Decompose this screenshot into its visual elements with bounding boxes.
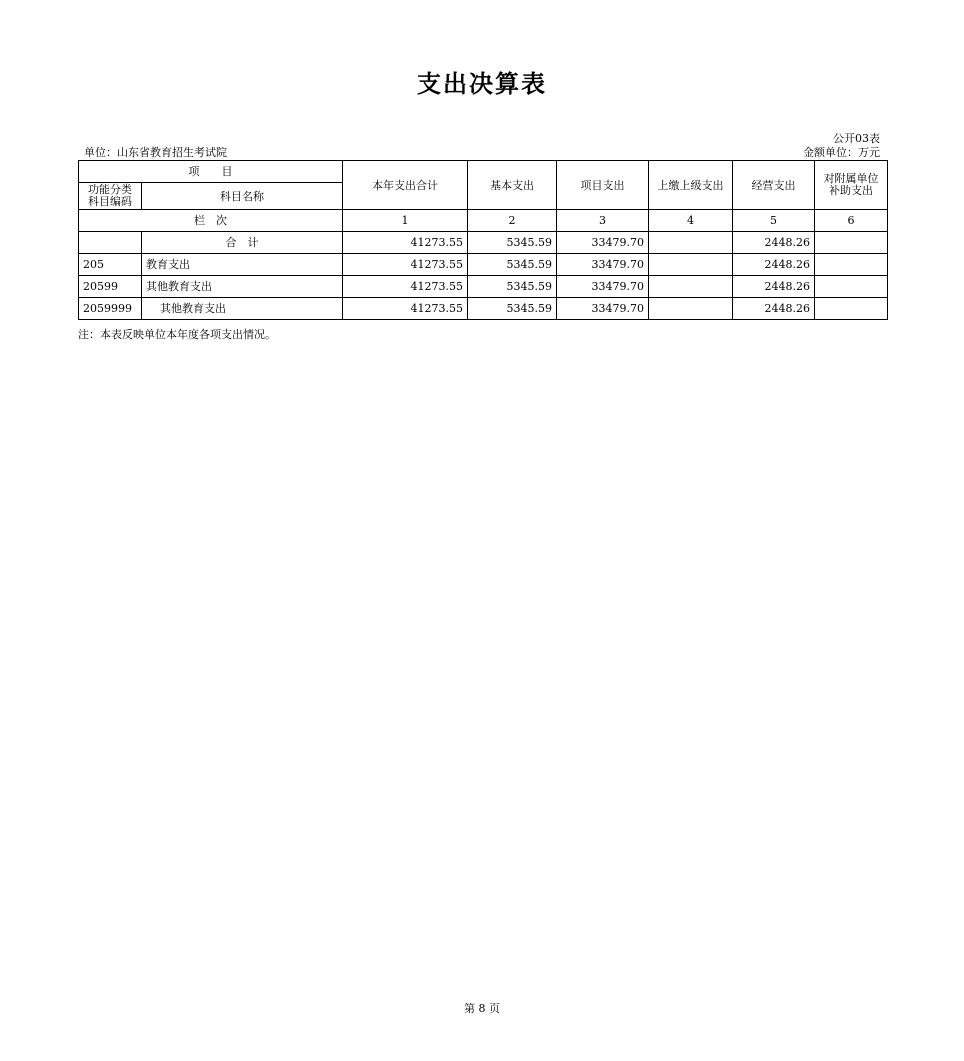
cell-total: 41273.55 (343, 276, 468, 298)
cell-subsidy (815, 298, 888, 320)
column-number-3: 3 (557, 210, 649, 232)
cell-code: 2059999 (79, 298, 142, 320)
header-project: 项目支出 (557, 161, 649, 210)
cell-total: 41273.55 (343, 298, 468, 320)
cell-project: 33479.70 (557, 276, 649, 298)
page-number: 第 8 页 (464, 1002, 500, 1015)
header-func-code: 功能分类科目编码 (79, 183, 142, 210)
column-number-2: 2 (468, 210, 557, 232)
cell-project: 33479.70 (557, 298, 649, 320)
cell-subsidy (815, 232, 888, 254)
unit-label: 单位：山东省教育招生考试院 (84, 146, 227, 159)
table-row (79, 232, 888, 254)
cell-basic: 5345.59 (468, 232, 557, 254)
cell-remit (649, 298, 733, 320)
header-item: 项 目 (79, 161, 343, 183)
page-title: 支出决算表 (417, 69, 547, 98)
table-note: 注：本表反映单位本年度各项支出情况。 (78, 328, 276, 341)
cell-code: 20599 (79, 276, 142, 298)
cell-operating: 2448.26 (733, 232, 815, 254)
cell-code: 205 (79, 254, 142, 276)
column-number-5: 5 (733, 210, 815, 232)
header-subsidy: 对附属单位补助支出 (815, 161, 888, 210)
cell-basic: 5345.59 (468, 254, 557, 276)
cell-total: 41273.55 (343, 232, 468, 254)
cell-name: 其他教育支出 (142, 276, 343, 298)
column-number-6: 6 (815, 210, 888, 232)
cell-project: 33479.70 (557, 254, 649, 276)
cell-remit (649, 232, 733, 254)
cell-operating: 2448.26 (733, 298, 815, 320)
cell-operating: 2448.26 (733, 254, 815, 276)
cell-name: 合 计 (142, 232, 343, 254)
cell-project: 33479.70 (557, 232, 649, 254)
expenditure-table (78, 160, 888, 320)
cell-code (79, 232, 142, 254)
header-basic: 基本支出 (468, 161, 557, 210)
cell-subsidy (815, 276, 888, 298)
header-operating: 经营支出 (733, 161, 815, 210)
header-total: 本年支出合计 (343, 161, 468, 210)
cell-operating: 2448.26 (733, 276, 815, 298)
header-subject-name: 科目名称 (142, 183, 343, 210)
table-row (79, 254, 888, 276)
cell-remit (649, 276, 733, 298)
header-remit: 上缴上级支出 (649, 161, 733, 210)
column-label: 栏 次 (79, 210, 343, 232)
table-row (79, 276, 888, 298)
cell-basic: 5345.59 (468, 276, 557, 298)
column-number-4: 4 (649, 210, 733, 232)
cell-remit (649, 254, 733, 276)
cell-subsidy (815, 254, 888, 276)
column-number-1: 1 (343, 210, 468, 232)
cell-name: 教育支出 (142, 254, 343, 276)
cell-basic: 5345.59 (468, 298, 557, 320)
cell-name: 其他教育支出 (142, 298, 343, 320)
form-number: 公开03表 (833, 132, 880, 145)
cell-total: 41273.55 (343, 254, 468, 276)
table-row (79, 298, 888, 320)
amount-unit: 金额单位：万元 (803, 146, 880, 159)
